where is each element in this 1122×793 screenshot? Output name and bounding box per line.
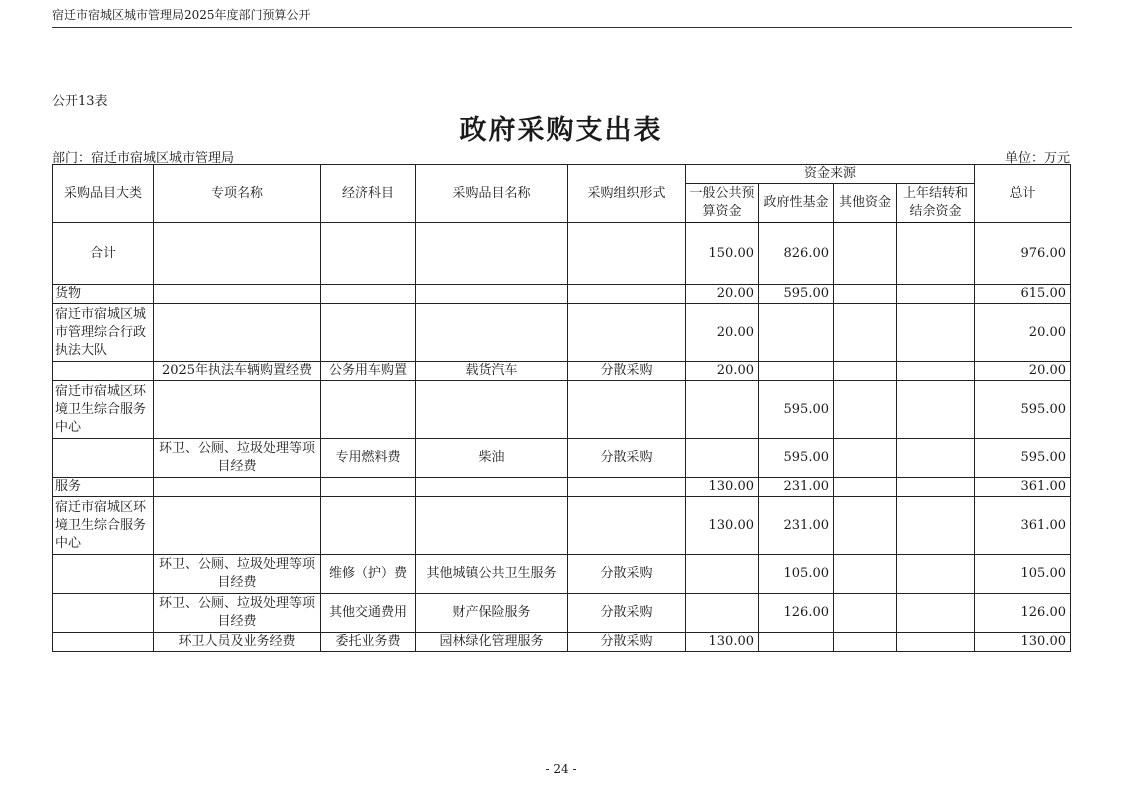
cell-other	[834, 497, 897, 555]
cell-govfund: 826.00	[759, 223, 834, 285]
cell-project	[154, 478, 321, 497]
col-header-econ: 经济科目	[321, 165, 416, 223]
cell-carryover	[897, 362, 975, 381]
cell-general	[686, 439, 759, 478]
cell-item: 其他城镇公共卫生服务	[416, 555, 568, 594]
cell-govfund	[759, 633, 834, 652]
cell-project: 环卫人员及业务经费	[154, 633, 321, 652]
cell-method	[568, 223, 686, 285]
cell-category: 宿迁市宿城区环境卫生综合服务中心	[53, 381, 154, 439]
cell-total: 595.00	[975, 439, 1071, 478]
table-number: 公开13表	[52, 94, 108, 109]
cell-other	[834, 304, 897, 362]
cell-general: 20.00	[686, 285, 759, 304]
cell-item: 柴油	[416, 439, 568, 478]
cell-general: 150.00	[686, 223, 759, 285]
cell-total: 595.00	[975, 381, 1071, 439]
cell-econ: 委托业务费	[321, 633, 416, 652]
col-header-total: 总计	[975, 165, 1071, 223]
cell-carryover	[897, 381, 975, 439]
table-row	[53, 555, 1071, 594]
page-title: 政府采购支出表	[459, 115, 663, 146]
cell-econ	[321, 478, 416, 497]
cell-econ	[321, 223, 416, 285]
table-row	[53, 304, 1071, 362]
table-row	[53, 439, 1071, 478]
cell-project: 环卫、公厕、垃圾处理等项目经费	[154, 555, 321, 594]
cell-category	[53, 633, 154, 652]
table-row	[53, 362, 1071, 381]
cell-carryover	[897, 594, 975, 633]
cell-category: 货物	[53, 285, 154, 304]
cell-total: 361.00	[975, 497, 1071, 555]
cell-item	[416, 381, 568, 439]
col-header-funding: 资金来源	[686, 165, 975, 184]
cell-other	[834, 439, 897, 478]
table-row	[53, 497, 1071, 555]
cell-project: 2025年执法车辆购置经费	[154, 362, 321, 381]
cell-item	[416, 304, 568, 362]
cell-carryover	[897, 223, 975, 285]
cell-total: 615.00	[975, 285, 1071, 304]
cell-govfund: 105.00	[759, 555, 834, 594]
col-header-other: 其他资金	[834, 184, 897, 223]
cell-econ	[321, 381, 416, 439]
cell-govfund: 231.00	[759, 497, 834, 555]
cell-govfund	[759, 362, 834, 381]
cell-carryover	[897, 285, 975, 304]
cell-carryover	[897, 304, 975, 362]
cell-general: 130.00	[686, 497, 759, 555]
cell-general: 130.00	[686, 478, 759, 497]
cell-other	[834, 555, 897, 594]
col-header-govfund: 政府性基金	[759, 184, 834, 223]
procurement-table	[52, 164, 1071, 652]
cell-govfund	[759, 304, 834, 362]
cell-total: 126.00	[975, 594, 1071, 633]
cell-carryover	[897, 497, 975, 555]
cell-general: 20.00	[686, 362, 759, 381]
cell-other	[834, 285, 897, 304]
cell-econ	[321, 497, 416, 555]
cell-econ: 公务用车购置	[321, 362, 416, 381]
department-label: 部门：宿迁市宿城区城市管理局	[52, 151, 235, 166]
table-row	[53, 478, 1071, 497]
cell-category	[53, 439, 154, 478]
cell-category	[53, 594, 154, 633]
cell-carryover	[897, 439, 975, 478]
col-header-project: 专项名称	[154, 165, 321, 223]
cell-total: 20.00	[975, 304, 1071, 362]
cell-other	[834, 362, 897, 381]
cell-govfund: 595.00	[759, 381, 834, 439]
cell-project	[154, 381, 321, 439]
cell-category: 宿迁市宿城区环境卫生综合服务中心	[53, 497, 154, 555]
cell-method: 分散采购	[568, 439, 686, 478]
cell-econ: 维修（护）费	[321, 555, 416, 594]
cell-project	[154, 285, 321, 304]
cell-general	[686, 555, 759, 594]
col-header-general: 一般公共预算资金	[686, 184, 759, 223]
cell-category: 服务	[53, 478, 154, 497]
col-header-method: 采购组织形式	[568, 165, 686, 223]
cell-general	[686, 594, 759, 633]
page-header: 宿迁市宿城区城市管理局2025年度部门预算公开	[52, 6, 1072, 28]
table-row	[53, 285, 1071, 304]
table-row	[53, 633, 1071, 652]
cell-other	[834, 223, 897, 285]
cell-project: 环卫、公厕、垃圾处理等项目经费	[154, 594, 321, 633]
cell-carryover	[897, 555, 975, 594]
cell-total: 976.00	[975, 223, 1071, 285]
cell-general: 130.00	[686, 633, 759, 652]
cell-method	[568, 381, 686, 439]
cell-econ: 其他交通费用	[321, 594, 416, 633]
table-row	[53, 594, 1071, 633]
cell-category	[53, 362, 154, 381]
cell-method: 分散采购	[568, 633, 686, 652]
cell-category: 宿迁市宿城区城市管理综合行政执法大队	[53, 304, 154, 362]
cell-project	[154, 304, 321, 362]
cell-item	[416, 223, 568, 285]
cell-total: 105.00	[975, 555, 1071, 594]
cell-project	[154, 497, 321, 555]
cell-general: 20.00	[686, 304, 759, 362]
cell-item	[416, 497, 568, 555]
cell-govfund: 231.00	[759, 478, 834, 497]
unit-label: 单位：万元	[1004, 151, 1070, 166]
cell-item	[416, 478, 568, 497]
cell-other	[834, 594, 897, 633]
cell-item	[416, 285, 568, 304]
cell-econ	[321, 304, 416, 362]
col-header-item: 采购品目名称	[416, 165, 568, 223]
cell-other	[834, 381, 897, 439]
cell-item: 园林绿化管理服务	[416, 633, 568, 652]
table-row	[53, 381, 1071, 439]
col-header-category: 采购品目大类	[53, 165, 154, 223]
cell-method: 分散采购	[568, 555, 686, 594]
cell-method: 分散采购	[568, 362, 686, 381]
cell-carryover	[897, 633, 975, 652]
cell-method	[568, 285, 686, 304]
cell-govfund: 126.00	[759, 594, 834, 633]
cell-govfund: 595.00	[759, 439, 834, 478]
cell-general	[686, 381, 759, 439]
cell-item: 载货汽车	[416, 362, 568, 381]
cell-total: 130.00	[975, 633, 1071, 652]
cell-category	[53, 555, 154, 594]
cell-total: 20.00	[975, 362, 1071, 381]
cell-total: 361.00	[975, 478, 1071, 497]
page-number: - 24 -	[545, 762, 577, 776]
cell-econ: 专用燃料费	[321, 439, 416, 478]
cell-method	[568, 478, 686, 497]
col-header-carryover: 上年结转和结余资金	[897, 184, 975, 223]
cell-other	[834, 478, 897, 497]
cell-other	[834, 633, 897, 652]
table-row	[53, 223, 1071, 285]
cell-econ	[321, 285, 416, 304]
cell-method: 分散采购	[568, 594, 686, 633]
cell-project: 环卫、公厕、垃圾处理等项目经费	[154, 439, 321, 478]
cell-item: 财产保险服务	[416, 594, 568, 633]
cell-category: 合计	[53, 223, 154, 285]
cell-carryover	[897, 478, 975, 497]
cell-govfund: 595.00	[759, 285, 834, 304]
cell-project	[154, 223, 321, 285]
cell-method	[568, 497, 686, 555]
cell-method	[568, 304, 686, 362]
